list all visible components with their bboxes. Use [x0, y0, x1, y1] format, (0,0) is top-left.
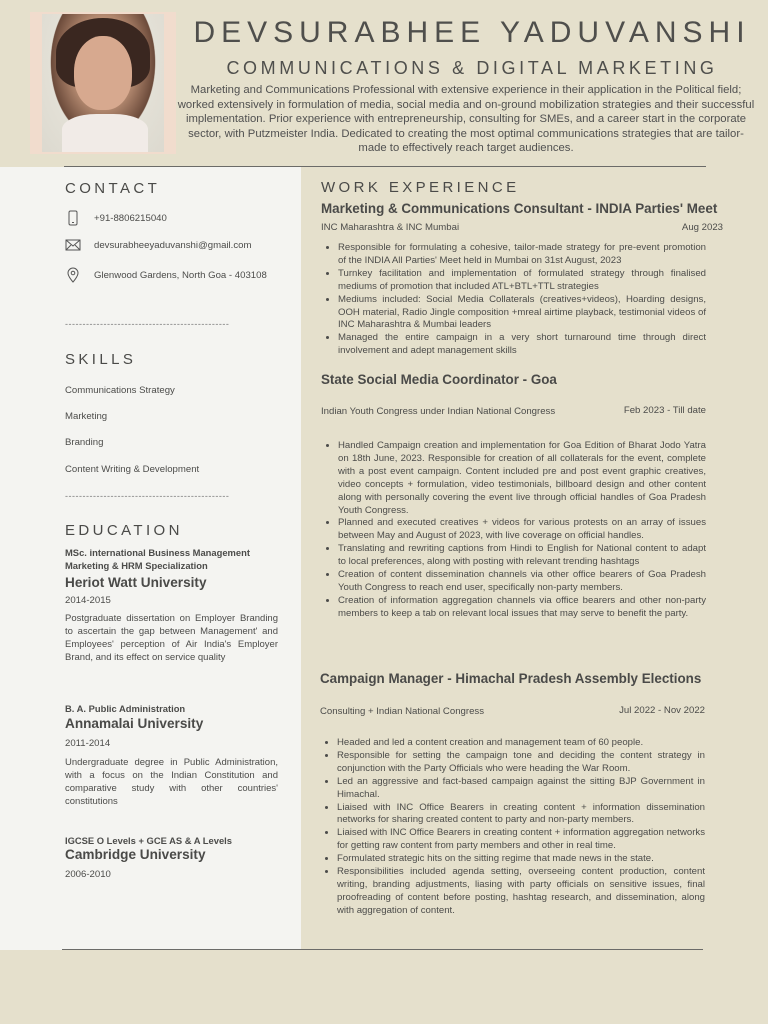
responsibility-item: • Creation of content dissemination channels via other office bearers of Goa Pradesh Youth Congress to reach end user, specifically non-party members.: [338, 569, 706, 595]
responsibility-item: • Translating and rewriting captions from Hindi to English for National content to adapt to local preferences, along with posting with relevant trending hashtags: [338, 543, 706, 569]
job-title: Campaign Manager - Himachal Pradesh Assembly Elections: [320, 671, 702, 686]
education-description: Postgraduate dissertation on Employer Branding to ascertain the gap between Management' and Employees' perception of Air India's Employer Brand, and its effect on service quality: [65, 613, 278, 663]
job-responsibilities: [320, 737, 705, 918]
mail-icon: [65, 237, 81, 253]
responsibility-item: • Formulated strategic hits on the sitting regime that made news in the state.: [337, 853, 705, 866]
degree-title: MSc. international Business Management Marketing & HRM Specialization: [65, 547, 250, 571]
education-years: 2006-2010: [65, 869, 111, 880]
job-organization: Consulting + Indian National Congress: [320, 706, 484, 717]
photo-shirt: [62, 114, 148, 152]
degree-title: B. A. Public Administration: [65, 703, 186, 714]
email-address: devsurabheeyaduvanshi@gmail.com: [94, 239, 252, 251]
candidate-role: COMMUNICATIONS & DIGITAL MARKETING: [226, 58, 718, 78]
university-name: Heriot Watt University: [65, 575, 207, 590]
education-heading: EDUCATION: [65, 522, 183, 539]
degree-title: IGCSE O Levels + GCE AS & A Levels: [65, 835, 232, 846]
responsibility-item: • Mediums included: Social Media Collaterals (creatives+videos), Hoarding designs, OOH material, Radio Jingle composition +mreal airtime playback, testimonial videos of INC Maharashtra & Mumbai leaders: [338, 294, 706, 333]
university-name: Annamalai University: [65, 716, 204, 731]
contact-phone[interactable]: [65, 210, 167, 226]
responsibility-item: • Handled Campaign creation and implementation for Goa Edition of Bharat Jodo Yatra on 18th June, 2023. Responsible for creation of all collaterals for the event, complete with a post event campaign. Content included pre and post event graphic creatives, video concepts + formulation, video testimonials, billboard design and other content along with personally covering the event live through official handles of Goa Pradesh Youth Congress.: [338, 440, 706, 517]
postal-address: Glenwood Gardens, North Goa - 403108: [94, 269, 267, 281]
responsibility-item: • Managed the entire campaign in a very short turnaround time through direct involvement and adept management skills: [338, 332, 706, 358]
section-divider: -----------------------------------------------: [65, 491, 230, 501]
education-description: Undergraduate degree in Public Administration, with a focus on the Indian Constitution and comparative study with other countries' constitutions: [65, 757, 278, 807]
responsibility-item: • Liaised with INC Office Bearers in creating content + information dissemination networks for sharing created content to party and non-party members.: [337, 802, 705, 828]
responsibility-item: • Headed and led a content creation and management team of 60 people.: [337, 737, 705, 750]
responsibility-item: • Liaised with INC Office Bearers in creating content + information aggregation networks for getting raw content from party members and other in real time.: [337, 827, 705, 853]
phone-icon: [65, 210, 81, 226]
responsibility-item: • Led an aggressive and fact-based campaign against the sitting BJP Government in Himachal.: [337, 776, 705, 802]
photo-face: [74, 36, 132, 110]
job-date: Jul 2022 - Nov 2022: [619, 705, 705, 716]
education-years: 2011-2014: [65, 738, 111, 749]
skill-item: Branding: [65, 437, 104, 448]
job-title: Marketing & Communications Consultant - INDIA Parties' Meet: [321, 201, 718, 216]
profile-summary: Marketing and Communications Professional with extensive experience in their application in the Political field; worked extensively in formulation of media, social media and on-ground mobilization strategies and their successful implementation. Prior experience with entrepreneurship, consulting for SMEs, and a career start in the corporate sector, with Putzmeister India. Dedicated to creating the most optimal communications strategies that are tailor-made to effectively reach target audiences.: [177, 84, 755, 155]
job-title: State Social Media Coordinator - Goa: [321, 372, 557, 387]
job-date: Feb 2023 - Till date: [623, 405, 706, 416]
skill-item: Content Writing & Development: [65, 464, 200, 475]
contact-email[interactable]: [65, 237, 251, 253]
candidate-name: DEVSURABHEE YADUVANSHI: [193, 16, 751, 49]
job-organization: Indian Youth Congress under Indian National Congress: [321, 406, 556, 417]
skills-heading: SKILLS: [65, 351, 137, 368]
footer-divider: [62, 949, 703, 950]
education-years: 2014-2015: [65, 595, 111, 606]
location-pin-icon: [65, 267, 81, 283]
contact-address: [65, 267, 267, 283]
section-divider: -----------------------------------------------: [65, 319, 230, 329]
work-experience-heading: WORK EXPERIENCE: [321, 179, 520, 196]
responsibility-item: • Responsibilities included agenda setting, overseeing content production, content writing, branding adjustments, liasing with party officials on sensitive issues, final proofreading of content before posting, hashtag research, and dissemination, along with aggregation of content.: [337, 866, 705, 918]
skill-item: Marketing: [65, 411, 108, 422]
skill-item: Communications Strategy: [65, 385, 175, 396]
job-organization: INC Maharashtra & INC Mumbai: [321, 222, 460, 233]
contact-heading: CONTACT: [65, 180, 161, 197]
phone-number: +91-8806215040: [94, 212, 167, 224]
job-responsibilities: [321, 440, 706, 621]
responsibility-item: • Creation of information aggregation channels via office bearers and other non-party members to keep a tab on relevant local issues that may serve to benefit the party.: [338, 595, 706, 621]
responsibility-item: • Planned and executed creatives + videos for various protests on an array of issues between May and August of 2023, with live coverage on official handles.: [338, 517, 706, 543]
responsibility-item: • Turnkey facilitation and implementation of formulated strategy through finalised mediums of promotion that included ATL+BTL+TTL strategies: [338, 268, 706, 294]
job-date: Aug 2023: [681, 222, 723, 233]
job-responsibilities: [321, 242, 706, 358]
responsibility-item: • Responsible for formulating a cohesive, tailor-made strategy for pre-event promotion of the INDIA All Parties' Meet held in Mumbai on 31st August, 2023: [338, 242, 706, 268]
responsibility-item: • Responsible for setting the campaign tone and deciding the content strategy in conjunction with the Party Officials who were heading the War Room.: [337, 750, 705, 776]
profile-photo: [42, 14, 164, 152]
university-name: Cambridge University: [65, 847, 206, 862]
profile-photo-frame: [30, 12, 176, 154]
